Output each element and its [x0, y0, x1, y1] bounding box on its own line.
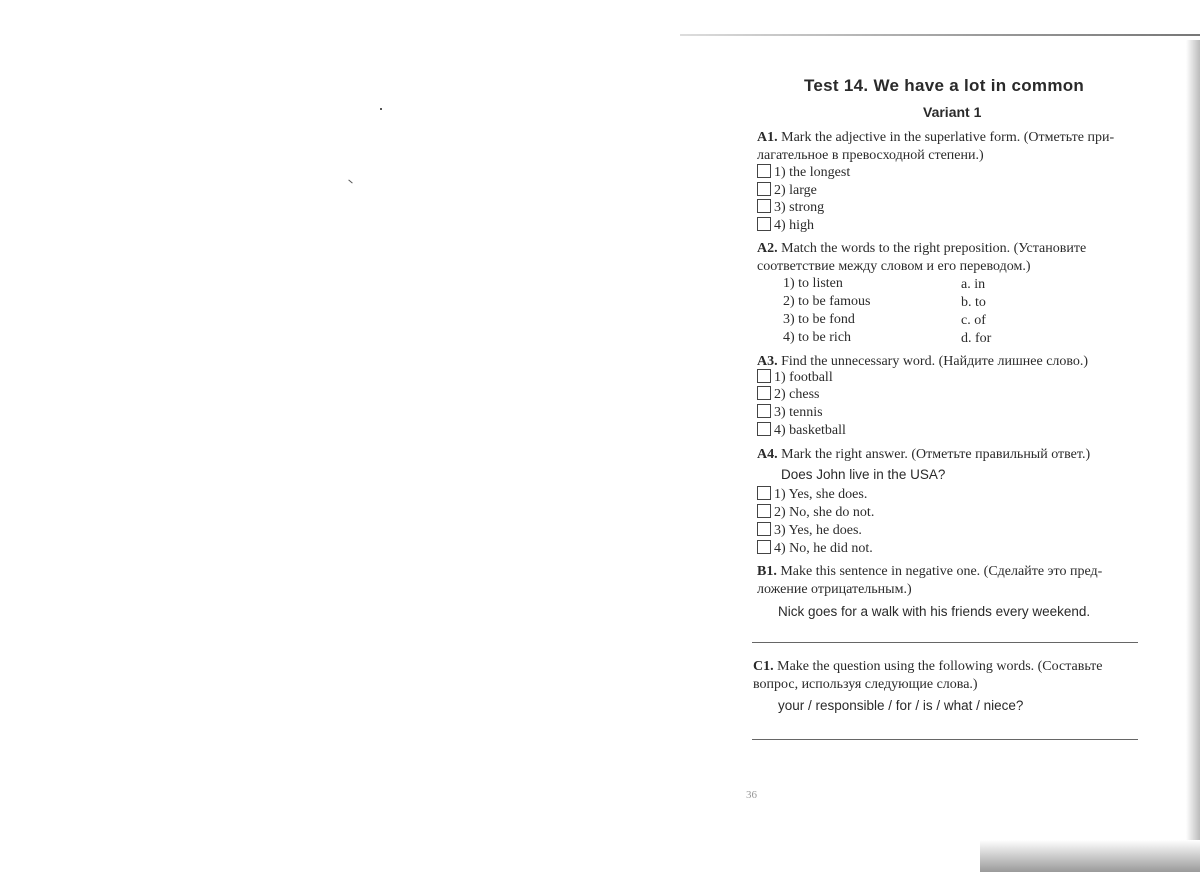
a1-label: A1. [757, 130, 778, 145]
option-label: 3) strong [774, 200, 825, 215]
c1-text: Make the question using the following words. (Составьте [777, 659, 1103, 674]
a4-text: Mark the right answer. (Отметьте правильный ответ.) [781, 447, 1091, 462]
a2-word: 4) to be rich [783, 330, 852, 345]
a3-option[interactable] [757, 422, 846, 440]
a2-preposition: d. for [961, 331, 992, 346]
a4-label: A4. [757, 447, 778, 462]
checkbox[interactable] [757, 404, 771, 418]
option-label: 2) chess [774, 387, 820, 402]
checkbox[interactable] [757, 386, 771, 400]
a2-instruction [757, 240, 1086, 258]
b1-sentence: Nick goes for a walk with his friends every weekend. [778, 604, 1091, 619]
checkbox[interactable] [757, 199, 771, 213]
scan-edge-right [1186, 40, 1200, 872]
a1-instruction [757, 129, 1114, 147]
b1-text: Make this sentence in negative one. (Сделайте это пред- [780, 564, 1103, 579]
page-number: 36 [746, 789, 757, 801]
a2-text: Match the words to the right preposition. (Установите [781, 241, 1087, 256]
checkbox[interactable] [757, 217, 771, 231]
checkbox[interactable] [757, 422, 771, 436]
b1-answer-line[interactable] [752, 642, 1138, 643]
a4-instruction [757, 446, 1090, 464]
a1-option[interactable] [757, 164, 850, 182]
a3-option[interactable] [757, 369, 833, 387]
a3-option[interactable] [757, 404, 823, 422]
option-label: 4) No, he did not. [774, 541, 873, 556]
a4-option[interactable] [757, 504, 874, 522]
a3-text: Find the unnecessary word. (Найдите лишнее слово.) [781, 354, 1089, 369]
checkbox[interactable] [757, 522, 771, 536]
option-label: 3) tennis [774, 405, 823, 420]
a4-option[interactable] [757, 522, 862, 540]
option-label: 4) high [774, 218, 815, 233]
option-label: 1) Yes, she does. [774, 487, 868, 502]
scan-speck [380, 108, 382, 110]
c1-label: C1. [753, 659, 774, 674]
scan-speck [348, 180, 352, 184]
a3-option[interactable] [757, 386, 820, 404]
a4-option[interactable] [757, 486, 867, 504]
a2-word: 1) to listen [783, 276, 843, 291]
variant-heading: Variant 1 [923, 104, 982, 120]
b1-instruction [757, 563, 1102, 581]
a2-word: 2) to be famous [783, 294, 871, 309]
checkbox[interactable] [757, 540, 771, 554]
b1-text-cont: ложение отрицательным.) [757, 582, 912, 597]
a3-label: A3. [757, 354, 778, 369]
checkbox[interactable] [757, 182, 771, 196]
a2-preposition: c. of [961, 313, 986, 328]
a2-preposition: a. in [961, 277, 986, 292]
a4-question: Does John live in the USA? [781, 467, 946, 482]
c1-instruction [753, 658, 1103, 676]
checkbox[interactable] [757, 164, 771, 178]
a1-option[interactable] [757, 182, 817, 200]
option-label: 1) football [774, 370, 833, 385]
option-label: 1) the longest [774, 165, 851, 180]
scan-edge-top [680, 34, 1200, 36]
a4-option[interactable] [757, 540, 873, 558]
option-label: 4) basketball [774, 423, 846, 438]
checkbox[interactable] [757, 369, 771, 383]
a1-option[interactable] [757, 217, 814, 235]
a2-preposition: b. to [961, 295, 986, 310]
option-label: 2) No, she do not. [774, 505, 875, 520]
checkbox[interactable] [757, 504, 771, 518]
c1-text-cont: вопрос, используя следующие слова.) [753, 677, 978, 692]
a2-text-cont: соответствие между словом и его переводом.) [757, 259, 1031, 274]
page-title: Test 14. We have a lot in common [804, 76, 1085, 95]
c1-answer-line[interactable] [752, 739, 1138, 740]
option-label: 3) Yes, he does. [774, 523, 862, 538]
b1-label: B1. [757, 564, 777, 579]
scan-shadow [980, 840, 1200, 872]
a1-text-cont: лагательное в превосходной степени.) [757, 148, 984, 163]
a1-text: Mark the adjective in the superlative form. (Отметьте при- [781, 130, 1115, 145]
a2-label: A2. [757, 241, 778, 256]
a1-option[interactable] [757, 199, 824, 217]
c1-words: your / responsible / for / is / what / niece? [778, 698, 1024, 713]
checkbox[interactable] [757, 486, 771, 500]
a2-word: 3) to be fond [783, 312, 855, 327]
option-label: 2) large [774, 183, 817, 198]
